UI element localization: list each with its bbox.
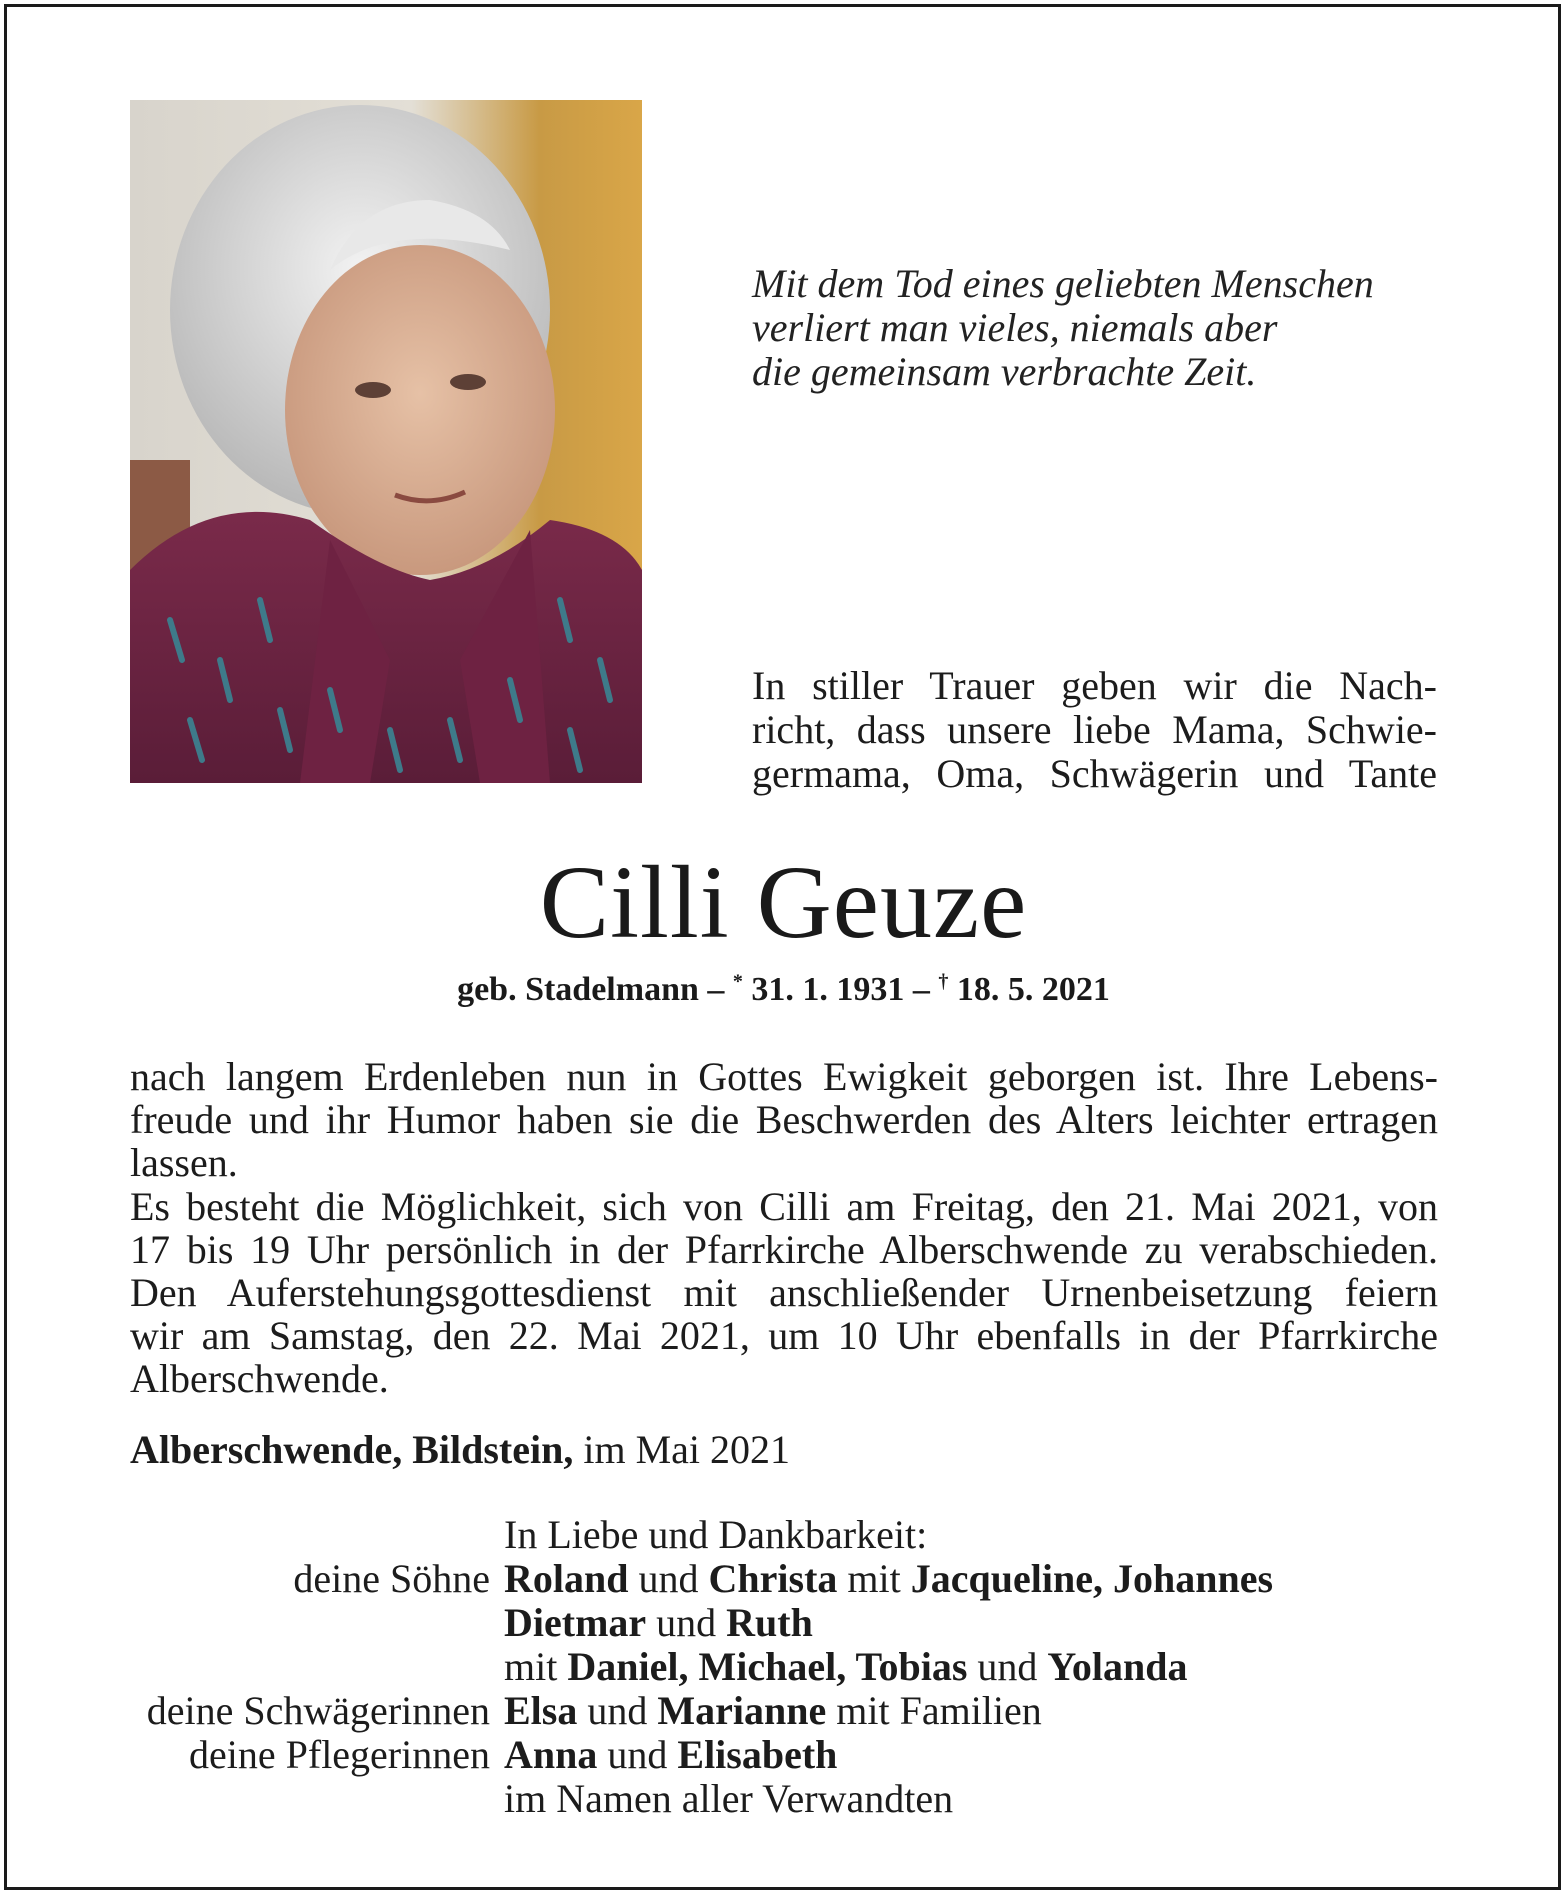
sons-names-2: Dietmar und Ruth (504, 1600, 813, 1645)
body-text (130, 1055, 1438, 1401)
place-names: Alberschwende, Bildstein, (130, 1427, 574, 1472)
intro-line: In stiller Trauer geben wir die Nach- (752, 663, 1437, 708)
birth-symbol: * (732, 970, 743, 993)
body-line: Es besteht die Möglichkeit, sich von Cilli am Freitag, den 21. Mai 2021, von (130, 1183, 1438, 1229)
quote-line: Mit dem Tod eines geliebten Menschen (752, 261, 1374, 306)
carers-row (130, 1733, 1450, 1777)
portrait-photo (130, 100, 642, 783)
closing-text: im Namen aller Verwandten (504, 1776, 954, 1821)
sisters-in-law-label: deine Schwägerinnen (146, 1688, 490, 1733)
body-line: freude und ihr Humor haben sie die Beschwerden des Alters leichter ertragen (130, 1097, 1438, 1143)
carers-label: deine Pflegerinnen (189, 1732, 490, 1777)
deceased-name: Cilli Geuze (539, 845, 1028, 960)
intro-line: germama, Oma, Schwägerin und Tante (752, 751, 1437, 796)
closing-row (130, 1777, 1450, 1821)
quote-block (752, 262, 1472, 394)
signature-heading: In Liebe und Dankbarkeit: (504, 1512, 928, 1557)
maiden-name: geb. Stadelmann (457, 971, 699, 1008)
sisters-in-law-row (130, 1689, 1450, 1733)
quote-line: verliert man vieles, niemals aber (752, 305, 1278, 350)
intro-paragraph (752, 664, 1437, 796)
sons-row (130, 1557, 1450, 1601)
body-line: Alberschwende. (130, 1356, 389, 1402)
sons-label: deine Söhne (293, 1556, 490, 1601)
body-line: wir am Samstag, den 22. Mai 2021, um 10 Uhr ebenfalls in der Pfarrkirche (130, 1313, 1438, 1359)
signature-heading-row (130, 1513, 1450, 1557)
death-symbol: † (938, 970, 949, 993)
grandchildren-row (130, 1645, 1450, 1689)
quote-line: die gemeinsam verbrachte Zeit. (752, 349, 1257, 394)
dash: – (904, 971, 939, 1008)
body-line: Den Auferstehungsgottesdienst mit anschließender Urnenbeisetzung feiern (130, 1270, 1438, 1316)
body-line: 17 bis 19 Uhr persönlich in der Pfarrkirche Alberschwende zu verabschieden. (130, 1226, 1438, 1272)
grandchildren-names: mit Daniel, Michael, Tobias und Yolanda (504, 1644, 1188, 1689)
sons-row-2 (130, 1601, 1450, 1645)
place-date-line (130, 1428, 790, 1472)
portrait-image (130, 100, 642, 783)
sisters-in-law-names: Elsa und Marianne mit Familien (504, 1688, 1042, 1733)
date-text: im Mai 2021 (573, 1427, 791, 1472)
dash: – (698, 971, 733, 1008)
signatures-block (130, 1513, 1450, 1821)
body-line: lassen. (130, 1140, 238, 1186)
life-dates (0, 968, 1567, 1012)
carers-names: Anna und Elisabeth (504, 1732, 838, 1777)
intro-line: richt, dass unsere liebe Mama, Schwie- (752, 707, 1437, 752)
sons-names: Roland und Christa mit Jacqueline, Johannes (504, 1556, 1274, 1601)
death-date: 18. 5. 2021 (948, 971, 1110, 1008)
birth-date: 31. 1. 1931 (742, 971, 905, 1008)
body-line: nach langem Erdenleben nun in Gottes Ewigkeit geborgen ist. Ihre Lebens- (130, 1054, 1438, 1099)
